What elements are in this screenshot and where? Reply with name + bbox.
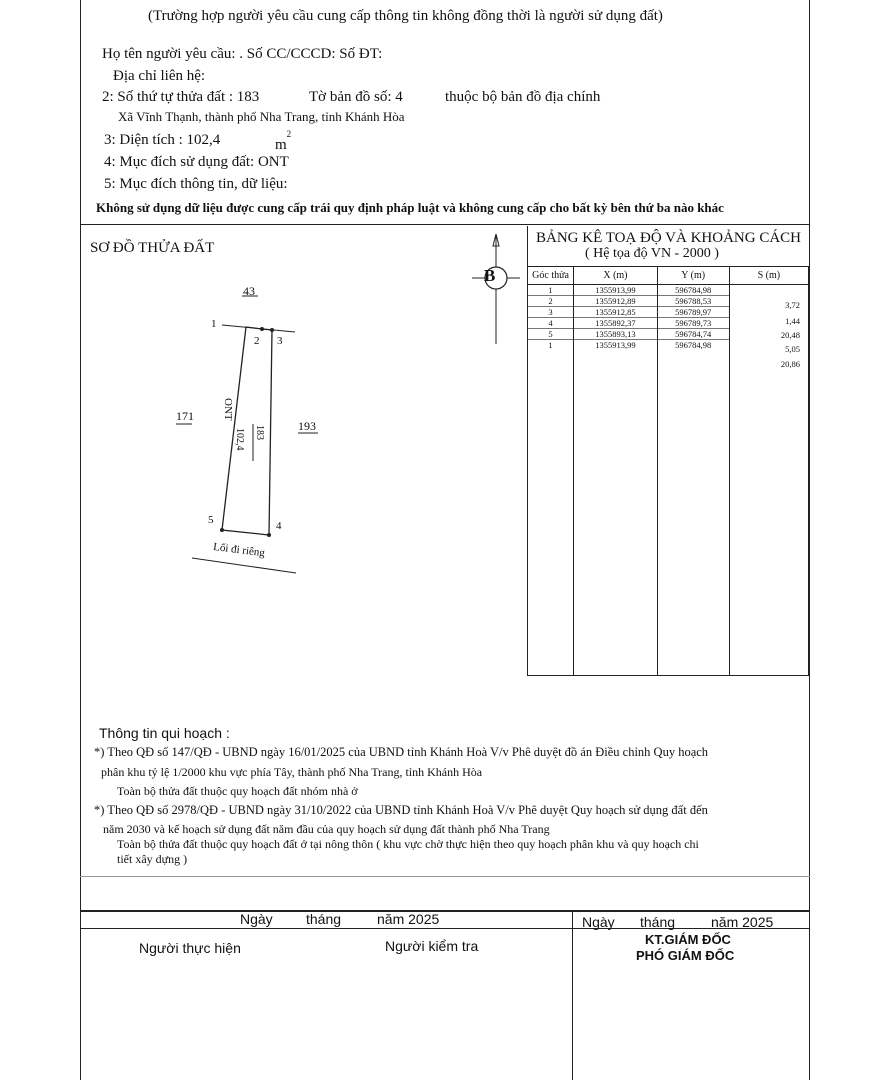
planning-p2-line2: năm 2030 và kế hoạch sử dụng đất năm đầu của quy hoạch sử dụng đất thành phố Nha Trang — [103, 822, 550, 836]
table-cell: 596784,98 — [675, 340, 712, 350]
table-cell: 596788,53 — [658, 296, 729, 307]
planning-title: Thông tin qui hoạch : — [99, 725, 230, 741]
purpose-line: 4: Mục đích sử dụng đất: ONT — [104, 154, 289, 170]
neighbor-left: 171 — [176, 409, 194, 423]
point-label-2: 2 — [254, 335, 260, 347]
table-cell: 2 — [528, 296, 573, 307]
performer-label: Người thực hiện — [139, 940, 241, 956]
parcel-number-line: 2: Số thứ tự thửa đất : 183 — [102, 89, 260, 105]
col-corner — [528, 285, 574, 676]
point-label-5: 5 — [208, 514, 214, 526]
date-left-year: năm 2025 — [377, 911, 440, 927]
map-sheet-line: Tờ bản đồ số: 4 — [309, 89, 403, 105]
signature-column-divider — [572, 910, 573, 1080]
col-header-corner: Góc thửa — [528, 267, 574, 285]
table-cell: 1355893,13 — [574, 329, 657, 340]
date-right-year: năm 2025 — [711, 914, 774, 930]
col-y — [657, 285, 729, 676]
table-cell: 1355913,99 — [574, 285, 657, 296]
col-header-y: Y (m) — [657, 267, 729, 285]
parcel-diagram — [80, 226, 525, 586]
location-line: Xã Vĩnh Thạnh, thành phố Nha Trang, tỉnh Khánh Hòa — [118, 109, 405, 124]
director-title-1: KT.GIÁM ĐỐC — [645, 932, 731, 947]
table-cell: 596789,73 — [658, 318, 729, 329]
point-label-4: 4 — [276, 520, 282, 532]
north-arrow-icon — [472, 234, 520, 344]
col-header-x: X (m) — [574, 267, 658, 285]
table-cell: 1355892,37 — [574, 318, 657, 329]
parcel-area: 102,4 — [234, 428, 245, 451]
road-label: Lối đi riêng — [212, 541, 266, 560]
date-left-month: tháng — [306, 911, 342, 927]
table-cell: 1 — [548, 340, 553, 350]
table-left-border — [527, 226, 528, 266]
date-left-day: Ngày — [240, 911, 273, 927]
table-cell: 1 — [528, 285, 573, 296]
neighbor-top: 43 — [243, 284, 255, 298]
planning-p2-line4: tiết xây dựng ) — [117, 852, 188, 866]
address-line: Địa chỉ liên hệ: — [113, 68, 206, 84]
date-right-month: tháng — [640, 914, 676, 930]
table-cell: 596784,74 — [658, 329, 729, 340]
table-cell: 4 — [528, 318, 573, 329]
table-cell: 1355912,89 — [574, 296, 657, 307]
point-label-3: 3 — [277, 335, 283, 347]
planning-p1-line1: *) Theo QĐ số 147/QĐ - UBND ngày 16/01/2025 của UBND tỉnh Khánh Hoà V/v Phê duyệt đồ án Điều chỉnh Quy hoạch — [94, 745, 709, 759]
table-cell: 1355913,99 — [595, 340, 636, 350]
area-unit: $m^2$ — [275, 129, 292, 153]
map-set-line: thuộc bộ bản đồ địa chính — [445, 89, 601, 105]
director-title-2: PHÓ GIÁM ĐỐC — [636, 948, 735, 963]
table-cell: 5 — [528, 329, 573, 340]
distance-cell: 1,44 — [785, 316, 800, 326]
signature-top-border — [80, 910, 810, 912]
signature-date-border — [80, 928, 810, 929]
header-note: (Trường hợp người yêu cầu cung cấp thông tin không đồng thời là người sử dụng đất) — [148, 8, 663, 24]
planning-p1-line2: phân khu tỷ lệ 1/2000 khu vực phía Tây, thành phố Nha Trang, tỉnh Khánh Hòa — [101, 765, 483, 779]
coord-table — [527, 266, 809, 676]
planning-p2-line1: *) Theo QĐ số 2978/QĐ - UBND ngày 31/10/2022 của UBND tỉnh Khánh Hoà V/v Phê duyệt Quy hoạch sử dụng đất đến — [94, 803, 708, 817]
coord-table-subtitle: ( Hệ tọa độ VN - 2000 ) — [585, 246, 719, 261]
col-header-s: S (m) — [729, 267, 808, 285]
distance-cell: 20,86 — [780, 359, 800, 369]
table-cell: 596784,98 — [658, 285, 729, 296]
info-purpose-line: 5: Mục đích thông tin, dữ liệu: — [104, 176, 288, 192]
distance-cell: 3,72 — [785, 300, 800, 310]
usage-warning: Không sử dụng dữ liệu được cung cấp trái quy định pháp luật và không cung cấp cho bất kỳ bên thứ ba nào khác — [96, 200, 724, 215]
table-cell: 3 — [528, 307, 573, 318]
divider — [80, 224, 810, 225]
distance-cell: 20,48 — [780, 330, 800, 340]
parcel-code: ONT — [222, 398, 234, 421]
diagram-title: SƠ ĐỒ THỬA ĐẤT — [90, 240, 215, 256]
planning-p1-line3: Toàn bộ thửa đất thuộc quy hoạch đất nhóm nhà ở — [117, 784, 358, 798]
area-line: 3: Diện tích : 102,4 — [104, 132, 221, 148]
col-x — [574, 285, 658, 676]
neighbor-right: 193 — [298, 419, 316, 433]
checker-label: Người kiểm tra — [385, 938, 479, 954]
requester-line: Họ tên người yêu cầu: . Số CC/CCCD: Số ĐT: — [102, 46, 383, 62]
table-cell: 596789,97 — [658, 307, 729, 318]
divider — [80, 876, 810, 877]
point-label-1: 1 — [211, 318, 217, 330]
coord-table-title: BẢNG KÊ TOẠ ĐỘ VÀ KHOẢNG CÁCH — [536, 230, 802, 246]
date-right-day: Ngày — [582, 914, 615, 930]
north-label: B — [484, 266, 496, 285]
col-s — [729, 285, 808, 676]
distance-cell: 5,05 — [785, 344, 800, 354]
planning-p2-line3: Toàn bộ thửa đất thuộc quy hoạch đất ở tại nông thôn ( khu vực chờ thực hiện theo quy hoạch phân khu và quy hoạch chi — [117, 837, 699, 851]
table-cell: 1355912,85 — [574, 307, 657, 318]
parcel-number: 183 — [254, 425, 265, 440]
